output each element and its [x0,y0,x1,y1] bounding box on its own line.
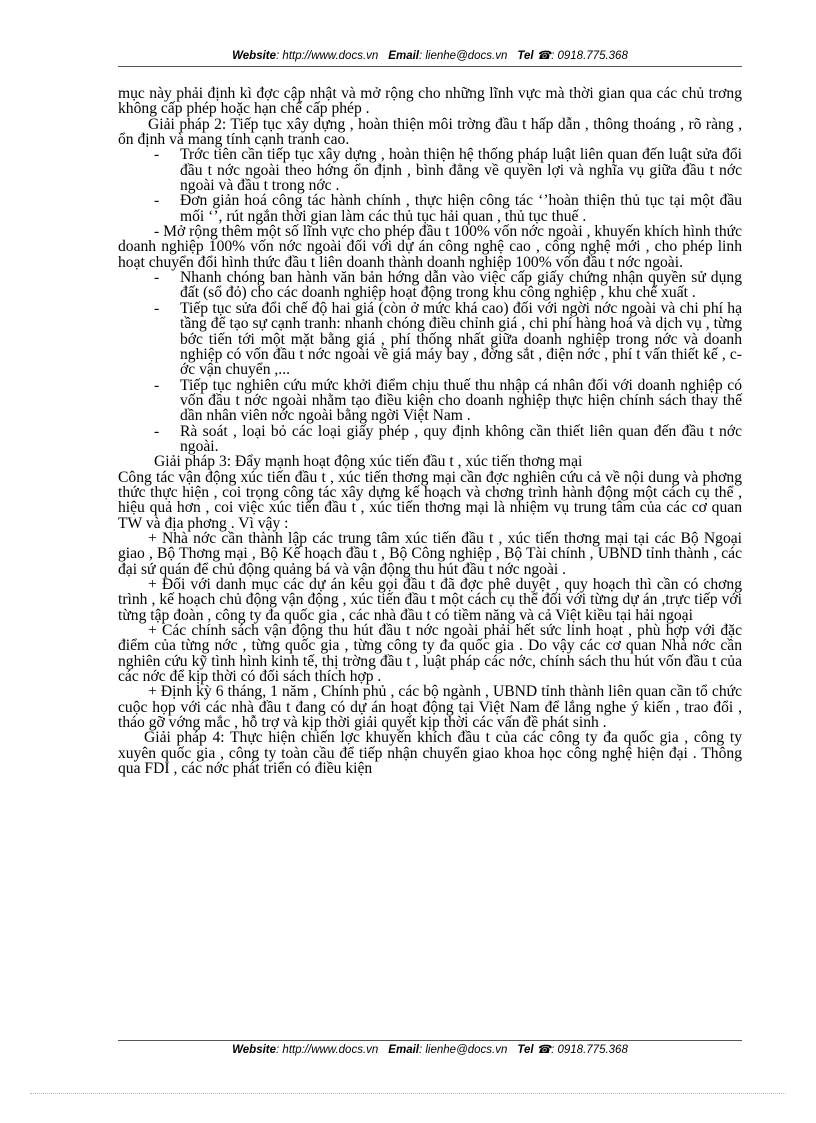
page-divider [30,1093,786,1094]
paragraph: Công tác vận động xúc tiến đầu t , xúc tiến thơng mại cần đợc nghiên cứu cả về nội dung và phơng thức thực hiện , coi trọng công tác xây dựng kế hoạch và chơng trình hành động một cách cụ thể , hiệu quả hơn , coi việc xúc tiến đầu t , xúc tiến thơng mại là nhiệm vụ trung tâm của các cơ quan TW và địa phơng . Vì vậy : [118,468,742,532]
list-item-text: Đơn giản hoá công tác hành chính , thực hiện công tác ‘’hoàn thiện thủ tục tại một đầu mối ‘’, rút ngắn thời gian làm các thủ tục hải quan , thủ tục thuế . [180,192,742,225]
document-body [118,86,742,776]
tel-label: Tel [517,50,534,62]
paragraph: Giải pháp 4: Thực hiện chiến lợc khuyến khích đầu t của các công ty đa quốc gia , công ty xuyên quốc gia , công ty toàn cầu để tiếp nhận chuyển giao khoa học công nghệ hiện đại . Thông qua FDI , các nớc phát triển có điều kiện [118,729,742,778]
list-item-text: Trớc tiên cần tiếp tục xây dựng , hoàn thiện hệ thống pháp luật liên quan đến luật sửa đổi đầu t nớc ngoài theo hớng ổn định , bình đẳng về quyền lợi và nghĩa vụ giữa đầu t nớc ngoài và đầu t trong nớc . [180,146,742,195]
list-item: - Rà soát , loại bỏ các loại giấy phép , quy định không cần thiết liên quan đến đầu t nớc ngoài. [154,422,742,455]
paragraph: + Đối với danh mục các dự án kêu gọi đầu t đã đợc phê duyệt , quy hoạch thì cần có chơng trình , kế hoạch chủ động vận động , xúc tiến đầu t một cách cụ thể đối với từng dự án ,trực tiếp với từng tập đoàn , công ty đa quốc gia , các nhà đầu t có tiềm năng và cả Việt kiều tại hải ngoại [118,576,742,624]
list-item-text: Rà soát , loại bỏ các loại giấy phép , quy định không cần thiết liên quan đến đầu t nớc ngoài. [180,422,742,455]
paragraph: - Mở rộng thêm một số lĩnh vực cho phép đầu t 100% vốn nớc ngoài , khuyến khích hình thức doanh nghiệp 100% vốn nớc ngoài đối với dự án công nghệ cao , công nghệ mới , cho phép linh hoạt chuyển đổi hình thức đầu t liên doanh thành doanh nghiệp 100% vốn đầu t nớc ngoài. [118,223,742,271]
phone-icon: ☎ [536,50,552,62]
website-value: : http://www.docs.vn [276,50,379,62]
list-item-text: Nhanh chóng ban hành văn bản hớng dẫn vào việc cấp giấy chứng nhận quyền sử dụng đất (sổ đỏ) cho các doanh nghiệp hoạt động trong khu công nghiệp , khu chế xuất . [180,269,742,302]
tel-value: : 0918.775.368 [551,50,628,62]
list-item-text: Tiếp tục nghiên cứu mức khởi điểm chịu thuế thu nhập cá nhân đối với doanh nghiệp có vốn đầu t nớc ngoài nhằm tạo điều kiện cho doanh nghiệp thực hiện chính sách thay thế dần nhân viên nớc ngoài bằng ngời Việt Nam . [180,376,742,425]
paragraph: Giải pháp 3: Đẩy mạnh hoạt động xúc tiến đầu t , xúc tiến thơng mại [154,453,583,471]
email-value: : lienhe@docs.vn [418,50,508,62]
page-footer [118,1040,742,1060]
paragraph: + Các chính sách vận động thu hút đầu t nớc ngoài phải hết sức linh hoạt , phù hợp với đặc điểm của từng nớc , từng quốc gia , từng công ty đa quốc gia . Do vậy các cơ quan Nhà nớc cần nghiên cứu kỹ tình hình kinh tế, thị trờng đầu t , luật pháp các nớc, chính sách thu hút vốn đầu t của các nớc để kịp thời có đối sách thích hợp . [118,622,742,686]
website-value: : http://www.docs.vn [276,1044,379,1056]
email-label: Email [388,50,419,62]
website-label: Website [232,1044,277,1056]
list-item: - Tiếp tục sửa đổi chế độ hai giá (còn ở mức khá cao) đối với ngời nớc ngoài và chi phí hạ tầng để tạo sự cạnh tranh: nhanh chóng điều chỉnh giá , chi phí hàng hoá và dịch vụ , từng bớc tiến tới một mặt bằng giá , phí thống nhất giữa doanh nghiệp trong nớc và doanh nghiệp có vốn đầu t nớc ngoài về giá máy bay , đờng sắt , điện nớc , phí t vấn thiết kế , cớc vận chuyển ,... [154,299,742,379]
paragraph: + Định kỳ 6 tháng, 1 năm , Chính phủ , các bộ ngành , UBND tỉnh thành liên quan cần tổ chức cuộc họp với các nhà đầu t đang có dự án hoạt động tại Việt Nam để lắng nghe ý kiến , trao đổi , tháo gỡ vớng mắc , hỗ trợ và kịp thời giải quyết kịp thời các vấn đề phát sinh . [118,683,742,732]
list-item: - Đơn giản hoá công tác hành chính , thực hiện công tác ‘’hoàn thiện thủ tục tại một đầu mối ‘’, rút ngắn thời gian làm các thủ tục hải quan , thủ tục thuế . [154,192,742,225]
list-item: - Tiếp tục nghiên cứu mức khởi điểm chịu thuế thu nhập cá nhân đối với doanh nghiệp có vốn đầu t nớc ngoài nhằm tạo điều kiện cho doanh nghiệp thực hiện chính sách thay thế dần nhân viên nớc ngoài bằng ngời Việt Nam . [154,376,742,425]
phone-icon: ☎ [536,1044,552,1056]
list-item: - Trớc tiên cần tiếp tục xây dựng , hoàn thiện hệ thống pháp luật liên quan đến luật sửa đổi đầu t nớc ngoài theo hớng ổn định , bình đẳng về quyền lợi và nghĩa vụ giữa đầu t nớc ngoài và đầu t trong nớc . [154,146,742,195]
paragraph: + Nhà nớc cần thành lập các trung tâm xúc tiến đầu t , xúc tiến thơng mại tại các Bộ Ngoại giao , Bộ Thơng mại , Bộ Kế hoạch đầu t , Bộ Công nghiệp , Bộ Tài chính , UBND tỉnh thành , các đại sứ quán để chủ động quảng bá và vận động thu hút đầu t nớc ngoài . [118,529,742,578]
paragraph: Giải pháp 2: Tiếp tục xây dựng , hoàn thiện môi trờng đầu t hấp dẫn , thông thoáng , rõ ràng , ổn định và mang tính cạnh tranh cao. [118,115,742,149]
tel-value: : 0918.775.368 [551,1044,628,1056]
tel-label: Tel [517,1044,534,1056]
email-value: : lienhe@docs.vn [418,1044,508,1056]
email-label: Email [388,1044,419,1056]
page-header [118,48,742,67]
paragraph: mục này phải định kì đợc cập nhật và mở rộng cho những lĩnh vực mà thời gian qua các chủ trơng không cấp phép hoặc hạn chế cấp phép . [118,85,742,118]
list-item-text: Tiếp tục sửa đổi chế độ hai giá (còn ở mức khá cao) đối với ngời nớc ngoài và chi phí hạ tầng để tạo sự cạnh tranh: nhanh chóng điều chỉnh giá , chi phí hàng hoá và dịch vụ , từng bớc tiến tới một mặt bằng giá , phí thống nhất giữa doanh nghiệp trong nớc và doanh nghiệp có vốn đầu t nớc ngoài về giá máy bay , đờng sắt , điện nớc , phí t vấn thiết kế , cớc vận chuyển ,... [180,299,742,379]
list-item: - Nhanh chóng ban hành văn bản hớng dẫn vào việc cấp giấy chứng nhận quyền sử dụng đất (sổ đỏ) cho các doanh nghiệp hoạt động trong khu công nghiệp , khu chế xuất . [154,269,742,302]
website-label: Website [232,50,277,62]
